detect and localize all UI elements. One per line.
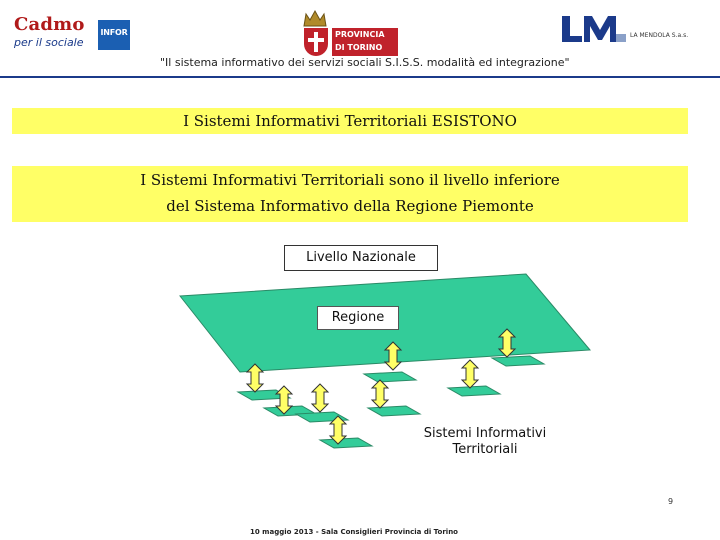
cadmo-badge-text: INFOR [100,28,128,37]
sit-label: Sistemi Informativi Territoriali [423,426,547,457]
footer-text: 10 maggio 2013 - Sala Consiglieri Provincia di Torino [250,528,458,536]
territorial-bar [364,372,416,382]
banner-line-1: I Sistemi Informativi Territoriali sono il livello inferiore [140,171,560,189]
banner-line-2: del Sistema Informativo della Regione Piemonte [166,197,534,215]
territorial-bar [368,406,420,416]
cadmo-wordmark: Cadmo [14,14,85,35]
territorial-bar [320,438,372,448]
regione-box: Regione [317,306,399,330]
banner-esistono: I Sistemi Informativi Territoriali ESISTONO [12,108,688,134]
cadmo-subtitle: per il sociale [14,36,84,49]
territorial-bar [492,356,544,366]
double-arrow-icon [312,384,328,412]
territorial-bar [448,386,500,396]
double-arrow-icon [372,380,388,408]
double-arrow-icon [462,360,478,388]
page-number: 9 [668,497,674,506]
livello-nazionale-box: Livello Nazionale [284,245,438,271]
provincia-name: PROVINCIA DI TORINO [332,28,398,56]
header-tagline: "Il sistema informativo dei servizi sociali S.I.S.S. modalità ed integrazione" [160,56,570,69]
lm-company-name: LA MENDOLA S.a.s. [630,32,689,39]
